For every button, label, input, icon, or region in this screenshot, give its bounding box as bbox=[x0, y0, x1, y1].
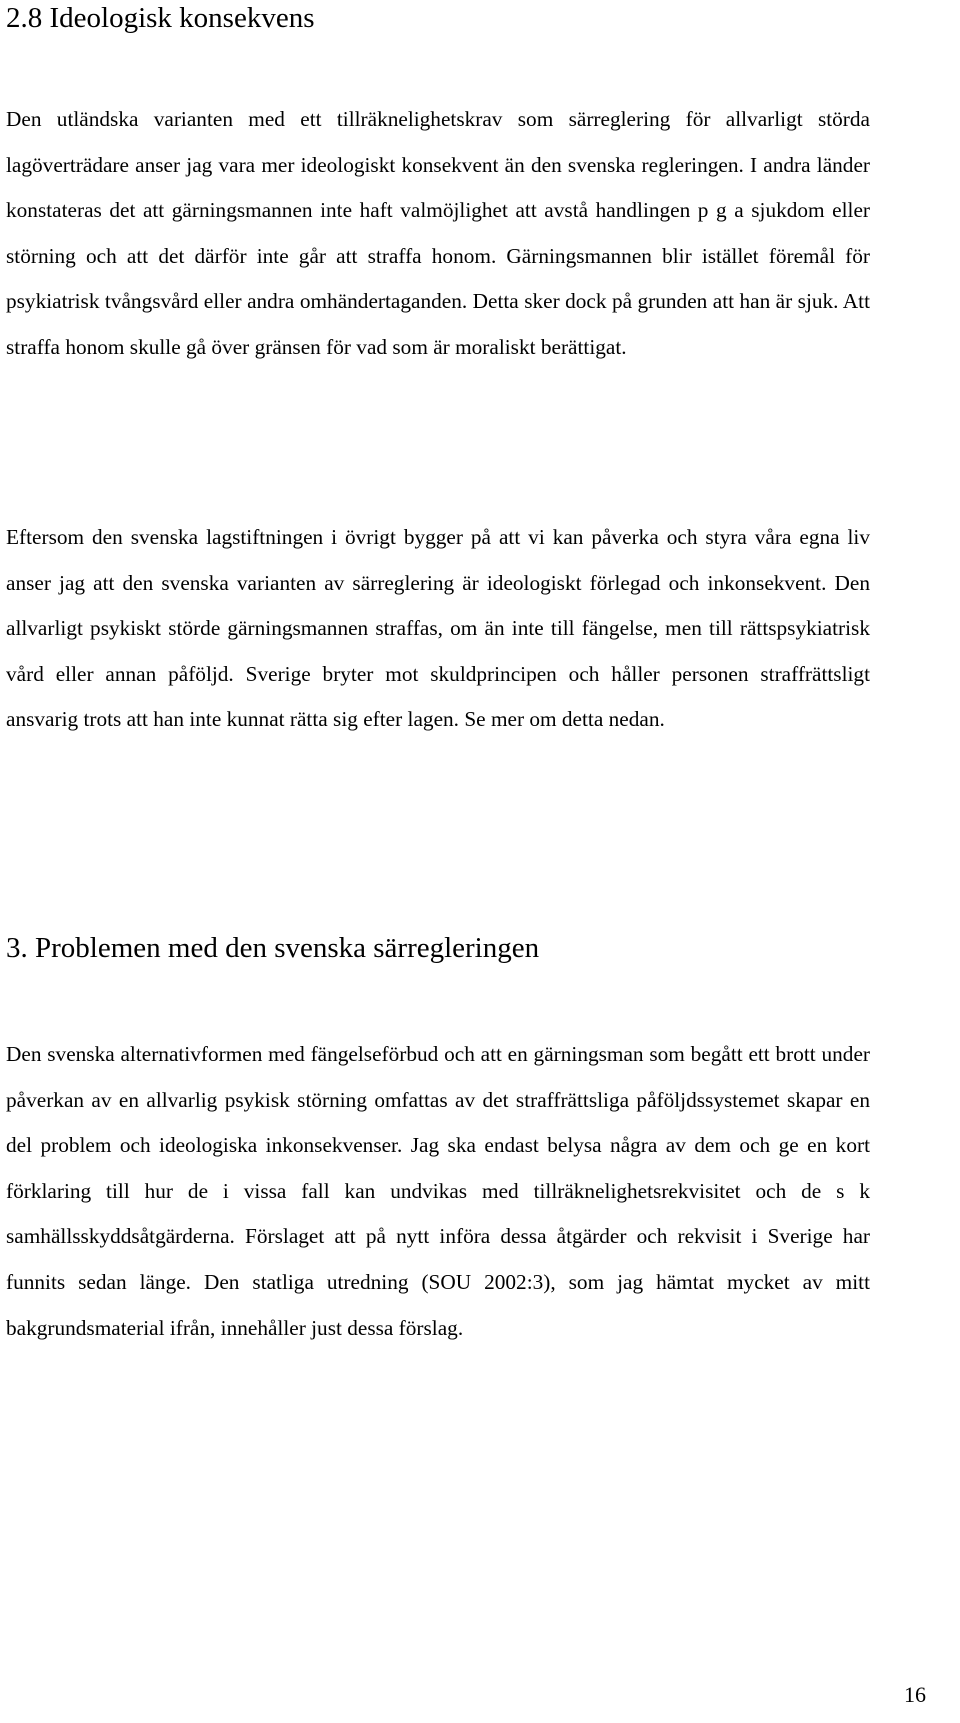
paragraph-problems: Den svenska alternativformen med fängelseförbud och att en gärningsman som begått ett brott under påverkan av en allvarlig psykisk störning omfattas av det straffrättsliga påföljdssystemet skapar en del problem och ideologiska inkonsekvenser. Jag ska endast belysa några av dem och ge en kort förklaring till hur de i vissa fall kan undvikas med tillräknelighetsrekvisitet och de s k samhällsskyddsåtgärderna. Förslaget att på nytt införa dessa åtgärder och rekvisit i Sverige har funnits sedan länge. Den statliga utredning (SOU 2002:3), som jag hämtat mycket av mitt bakgrundsmaterial ifrån, innehåller just dessa förslag. bbox=[6, 1042, 870, 1340]
section-heading-2-8: 2.8 Ideologisk konsekvens bbox=[6, 2, 315, 34]
page-number: 16 bbox=[904, 1682, 926, 1707]
paragraph-ideological-consistency: Den utländska varianten med ett tillräknelighetskrav som särreglering för allvarligt störda lagöverträdare anser jag vara mer ideologiskt konsekvent än den svenska regleringen. I andra länder konstateras det att gärningsmannen inte haft valmöjlighet att avstå handlingen p g a sjukdom eller störning och att det därför inte går att straffa honom. Gärningsmannen blir istället föremål för psykiatrisk tvångsvård eller andra omhändertaganden. Detta sker dock på grunden att han är sjuk. Att straffa honom skulle gå över gränsen för vad som är moraliskt berättigat. bbox=[6, 107, 870, 359]
paragraph-swedish-legislation: Eftersom den svenska lagstiftningen i övrigt bygger på att vi kan påverka och styra våra egna liv anser jag att den svenska varianten av särreglering är ideologiskt förlegad och inkonsekvent. Den allvarligt psykiskt störde gärningsmannen straffas, om än inte till fängelse, men till rättspsykiatrisk vård eller annan påföljd. Sverige bryter mot skuldprincipen och håller personen straffrättsligt ansvarig trots att han inte kunnat rätta sig efter lagen. Se mer om detta nedan. bbox=[6, 525, 870, 732]
section-heading-3: 3. Problemen med den svenska särregleringen bbox=[6, 932, 540, 964]
